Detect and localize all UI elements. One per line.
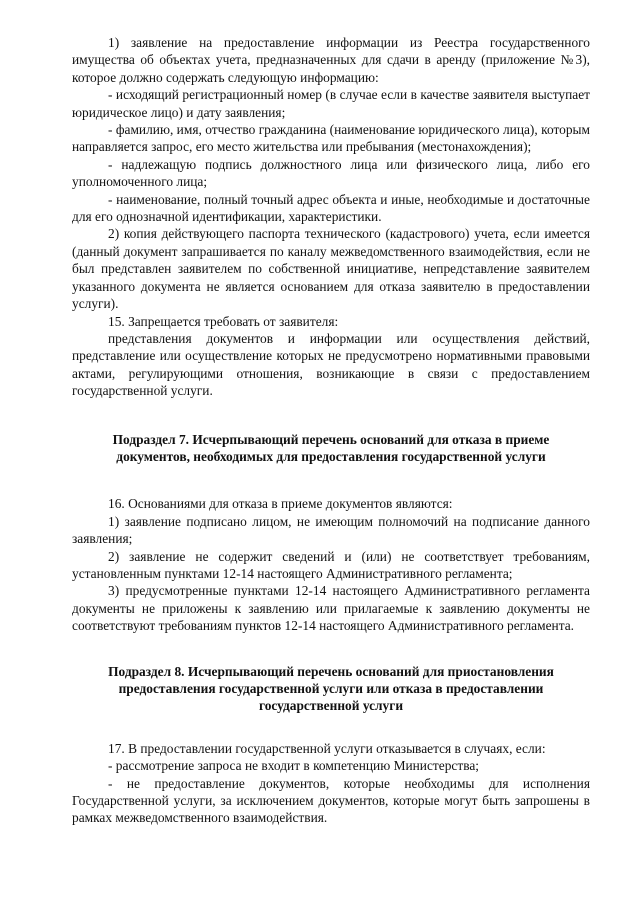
paragraph-object-address: - наименование, полный точный адрес объекта и иные, необходимые и достаточные для его однозначной идентификации, характеристики. xyxy=(72,191,590,225)
paragraph-item-15-detail: представления документов и информации или осуществления действий, представление или осуществление которых не предусмотрено нормативными правовыми актами, регулирующими отношения, возникающие в связи с предоставлением государственной услуги. xyxy=(72,330,590,399)
paragraph-reg-number: - исходящий регистрационный номер (в случае если в качестве заявителя выступает юридическое лицо) и дату заявления; xyxy=(72,87,590,120)
paragraph-item-16-2: 2) заявление не содержит сведений и (или) не соответствует требованиям, установленным пунктами 12-14 настоящего Административного регламента; xyxy=(72,548,590,581)
paragraph-passport-copy: 2) копия действующего паспорта технического (кадастрового) учета, если имеется (данный документ запрашивается по каналу межведомственного взаимодействия, если не был представлен заявителем по собственной инициативе, непредставление заявителем указанного документа не является основанием для отказа заявителю в предоставлении услуги). xyxy=(72,226,590,312)
paragraph-item-16-1: 1) заявление подписано лицом, не имеющим полномочий на подписание данного заявления; xyxy=(72,513,590,547)
paragraph-item-16: 16. Основаниями для отказа в приеме документов являются: xyxy=(108,496,453,512)
paragraph-signature: - надлежащую подпись должностного лица или физического лица, либо его уполномоченного лица; xyxy=(72,156,590,190)
paragraph-item-17-competence: - рассмотрение запроса не входит в компетенцию Министерства; xyxy=(108,758,480,774)
paragraph-item-15: 15. Запрещается требовать от заявителя: xyxy=(108,313,339,329)
paragraph-full-name: - фамилию, имя, отчество гражданина (наименование юридического лица), которым направляется запрос, его место жительства или пребывания (местонахождения); xyxy=(72,122,590,155)
paragraph-item-16-3: 3) предусмотренные пунктами 12-14 настоящего Административного регламента документы не приложены к заявлению или прилагаемые к заявлению документы не соответствуют требованиям пунктов 12-14 настоящего Административного регламента. xyxy=(72,583,590,634)
paragraph-item-17-documents: - не предоставление документов, которые необходимы для исполнения Государственной услуги, за исключением документов, которые могут быть запрошены в рамках межведомственного взаимодействия. xyxy=(72,775,590,826)
paragraph-application: 1) заявление на предоставление информации из Реестра государственного имущества об объектах учета, предназначенных для сдачи в аренду (приложение №3), которое должно содержать следующую информацию: xyxy=(72,35,590,85)
heading-subsection-8: Подраздел 8. Исчерпывающий перечень оснований для приостановления предоставления государственной услуги или отказа в предоставлении государственной услуги xyxy=(108,663,554,714)
paragraph-item-17: 17. В предоставлении государственной услуги отказывается в случаях, если: xyxy=(108,740,546,756)
heading-subsection-7: Подраздел 7. Исчерпывающий перечень оснований для отказа в приеме документов, необходимых для предоставления государственной услуги xyxy=(112,431,550,464)
document-page xyxy=(72,34,590,827)
